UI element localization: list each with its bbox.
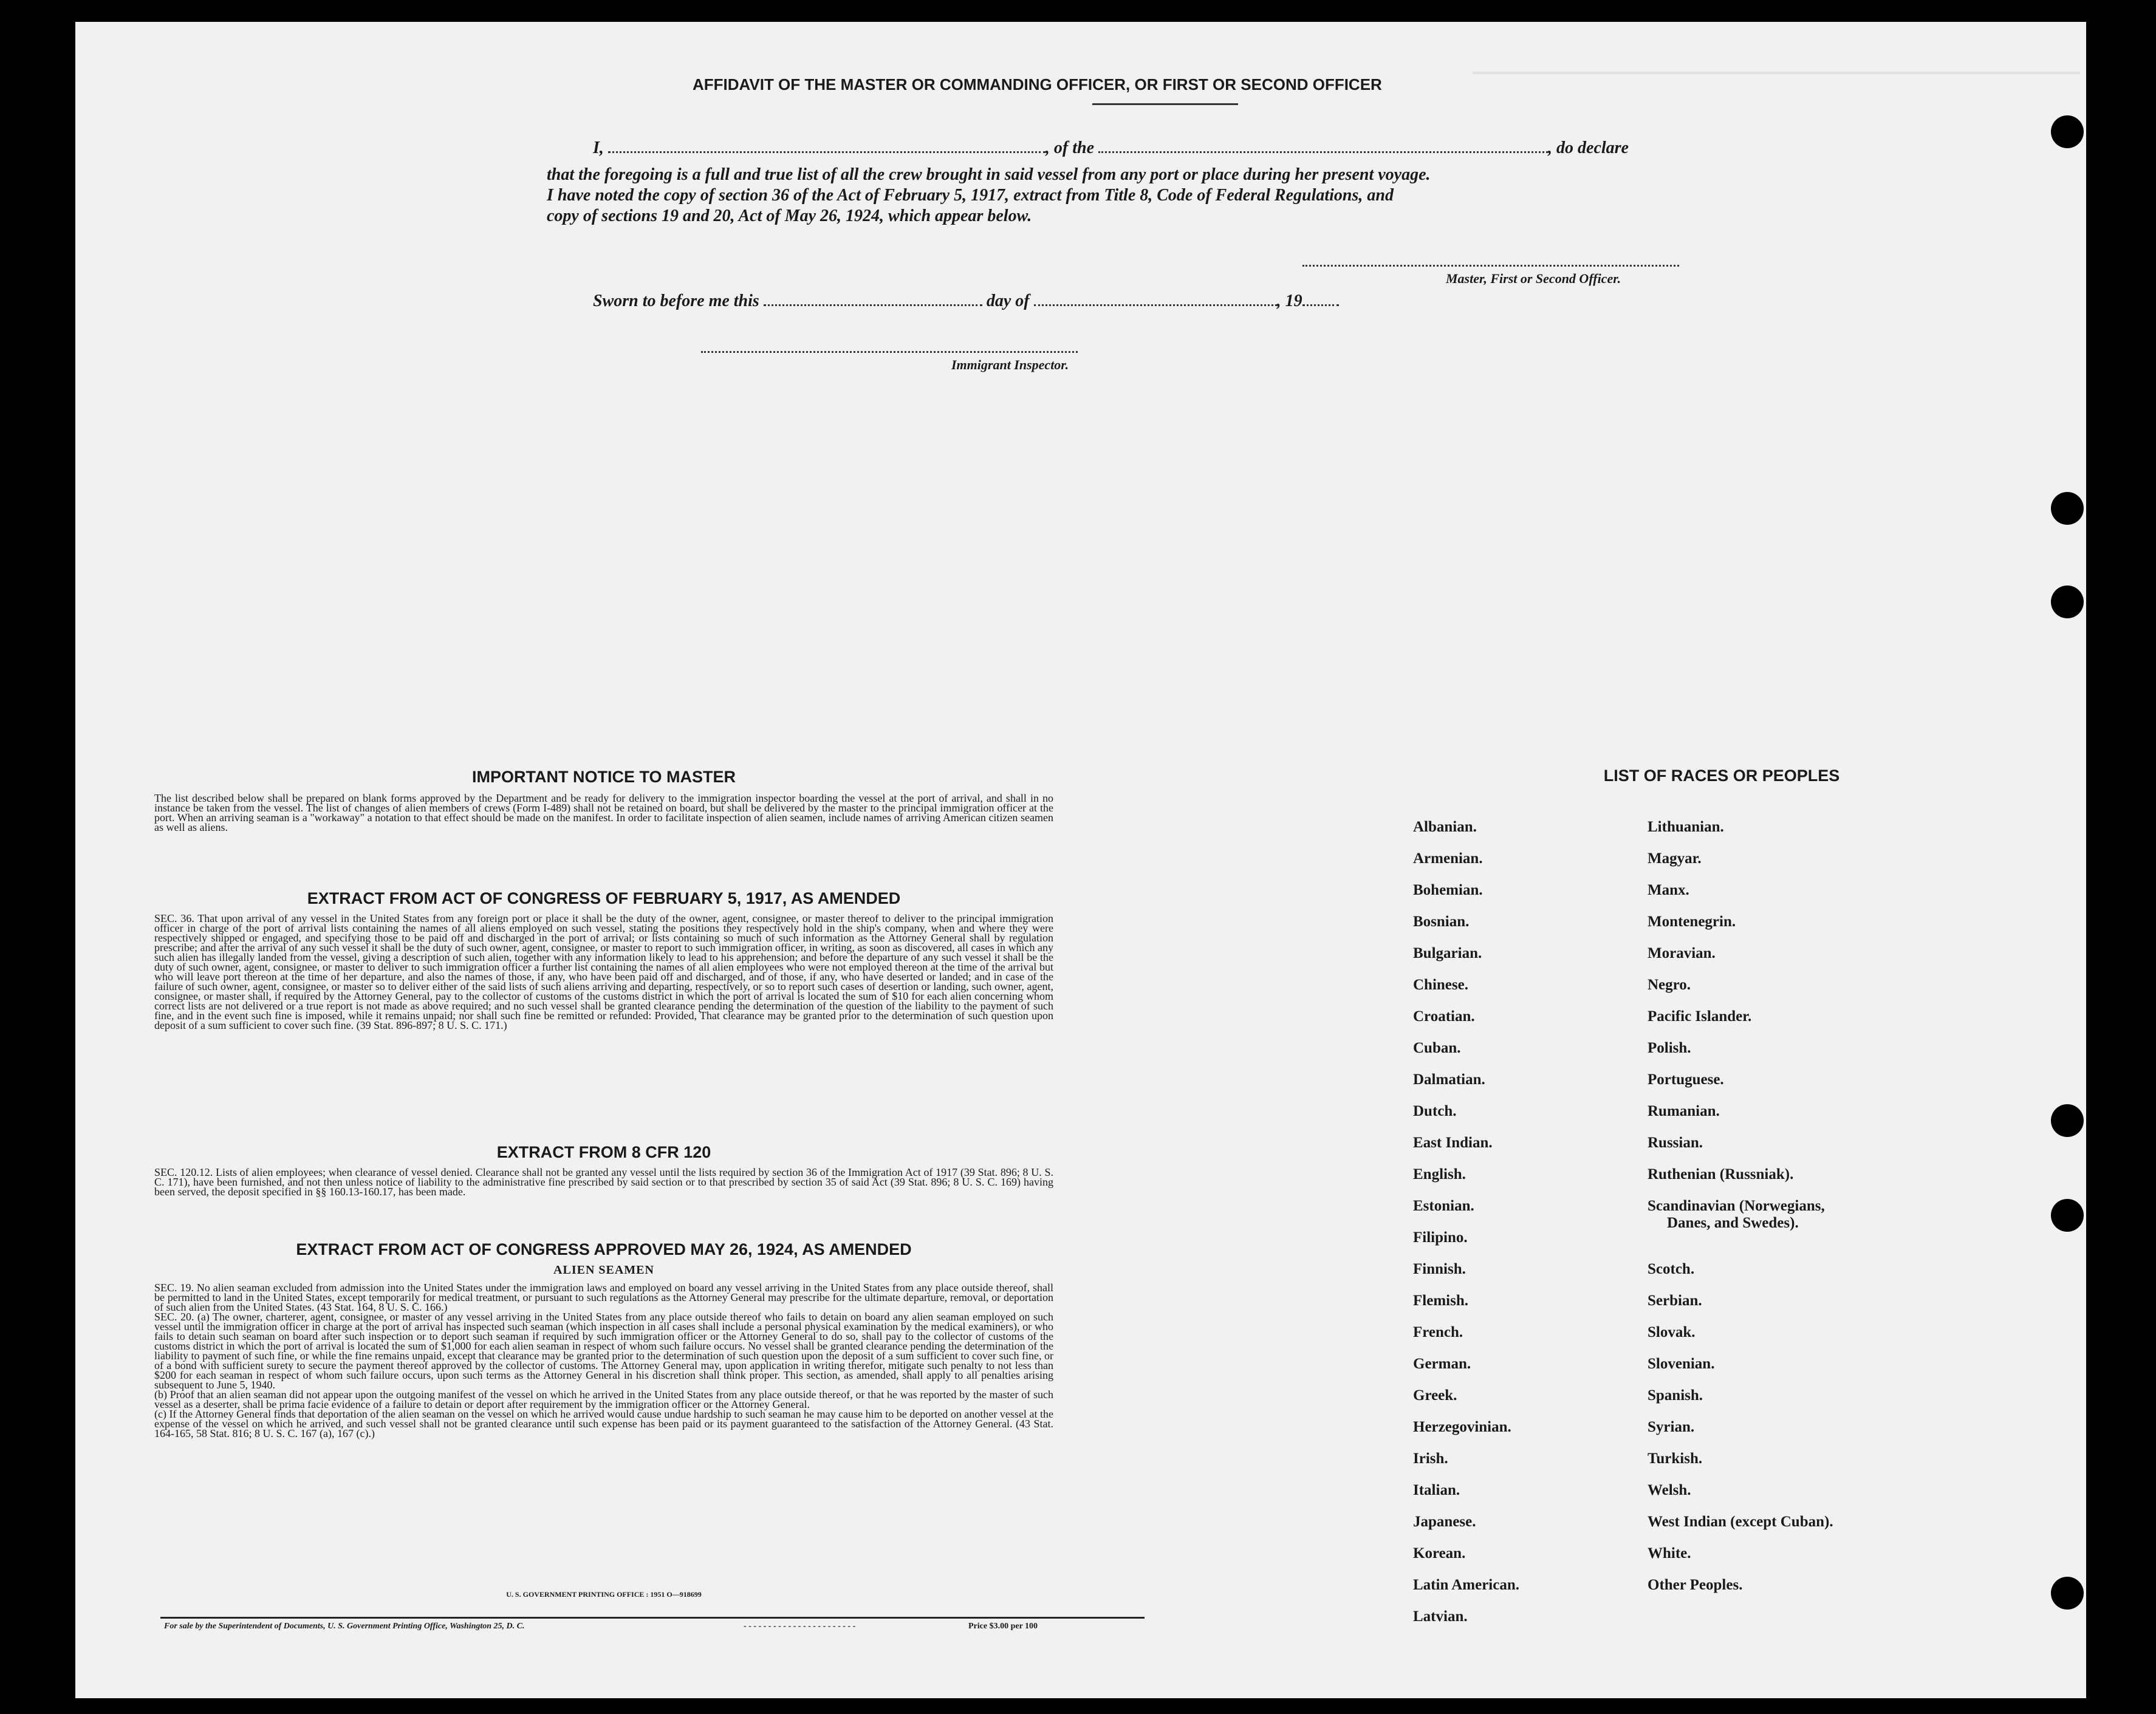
inspector-signature-line[interactable] — [701, 351, 1078, 353]
race-item: Chinese. — [1413, 977, 1468, 993]
race-item: Croatian. — [1413, 1008, 1475, 1025]
race-item: Pacific Islander. — [1648, 1008, 1752, 1025]
race-item: Slovenian. — [1648, 1356, 1715, 1372]
race-item: Montenegrin. — [1648, 913, 1736, 930]
race-item: Portuguese. — [1648, 1071, 1724, 1088]
notice-body: The list described below shall be prepared on blank forms approved by the Department and be ready for delivery to the immigration inspector boarding the vessel at the port of arrival, and shall in no instance be taken from the vessel. The list of changes of alien members of crews (Form I-489) shall not be retained on board, but shall be delivered by the master to the principal immigration officer at the port. When an arriving seaman is a "workaway" a notation to that effect should be made on the manifest. In order to facilitate inspection of alien seamen, include names of arriving American citizen seamen as well as aliens. — [154, 792, 1053, 833]
race-item: Danes, and Swedes). — [1667, 1215, 1799, 1231]
race-item: Bosnian. — [1413, 913, 1470, 930]
race-item: Russian. — [1648, 1135, 1703, 1151]
race-item: Bulgarian. — [1413, 945, 1482, 961]
sworn-label: Sworn to before me this — [593, 292, 759, 310]
race-item: Syrian. — [1648, 1419, 1695, 1435]
race-item: Japanese. — [1413, 1514, 1476, 1530]
footer-rule — [160, 1617, 1145, 1619]
race-item: Latvian. — [1413, 1608, 1468, 1625]
race-item: Serbian. — [1648, 1292, 1702, 1309]
race-item: Filipino. — [1413, 1229, 1468, 1246]
declaration-line-1 — [593, 138, 1629, 158]
punch-hole — [2051, 586, 2084, 618]
sec-19: SEC. 19. No alien seaman excluded from admission into the United States under the immigration laws and employed on board any vessel arriving in the United States from any place outside thereof, shall be permitted to land in the United States, except temporarily for medical treatment, or pursuant to such regulations as the Attorney General may prescribe for the ultimate departure, removal, or deportation of such alien from the United States. (43 Stat. 164, 8 U. S. C. 166.) — [154, 1282, 1053, 1313]
sec-20c: (c) If the Attorney General finds that deportation of the alien seaman on the vessel on which he arrived would cause undue hardship to such seaman he may cause him to be deported on another vessel at the expense of the vessel on which he arrived, and such vessel shall not be granted clearance until such expense has been paid or its payment guaranteed to the satisfaction of the Attorney General. (43 Stat. 164-165, 58 Stat. 816; 8 U. S. C. 167 (a), 167 (c).) — [154, 1408, 1053, 1439]
race-item: Greek. — [1413, 1387, 1457, 1404]
races-title: LIST OF RACES OR PEOPLES — [1603, 767, 1840, 785]
extract-1917-title: EXTRACT FROM ACT OF CONGRESS OF FEBRUARY 5, 1917, AS AMENDED — [307, 889, 901, 907]
race-item: Irish. — [1413, 1450, 1448, 1467]
race-item: German. — [1413, 1356, 1471, 1372]
race-item: Albanian. — [1413, 819, 1477, 835]
race-item: Bohemian. — [1413, 882, 1483, 898]
race-item: Estonian. — [1413, 1198, 1474, 1214]
race-item: Rumanian. — [1648, 1103, 1720, 1119]
race-item: Manx. — [1648, 882, 1689, 898]
day-of-label: day of — [986, 292, 1030, 310]
race-item: Finnish. — [1413, 1261, 1466, 1277]
vessel-field[interactable] — [1098, 151, 1548, 153]
punch-hole — [2051, 115, 2084, 148]
race-item: West Indian (except Cuban). — [1648, 1514, 1833, 1530]
extract-1924-title: EXTRACT FROM ACT OF CONGRESS APPROVED MAY 26, 1924, AS AMENDED — [296, 1240, 912, 1258]
year-label: , 19 — [1276, 292, 1302, 310]
punch-hole — [2051, 492, 2084, 525]
race-item: French. — [1413, 1324, 1463, 1340]
race-item: Slovak. — [1648, 1324, 1696, 1340]
sale-note: For sale by the Superintendent of Documents, U. S. Government Printing Office, Washington 25, D. C. — [164, 1622, 525, 1631]
extract-cfr-body: SEC. 120.12. Lists of alien employees; when clearance of vessel denied. Clearance shall not be granted any vessel until the lists required by section 36 of the Immigration Act of 1917 (39 Stat. 896; 8 U. S. C. 171), have been furnished, and not then unless notice of liability to the administrative fine prescribed by said section or to that prescribed by section 35 of said Act (39 Stat. 896; 8 U. S. C. 169) having been served, the deposit specified in §§ 160.13-160.17, has been made. — [154, 1166, 1053, 1198]
race-item: Cuban. — [1413, 1040, 1461, 1056]
race-item: Lithuanian. — [1648, 819, 1724, 835]
race-item: Spanish. — [1648, 1387, 1703, 1404]
bleed-through — [1473, 72, 2080, 111]
inspector-label: Immigrant Inspector. — [951, 357, 1069, 372]
race-item: Latin American. — [1413, 1577, 1519, 1593]
race-item: Dutch. — [1413, 1103, 1457, 1119]
race-item: White. — [1648, 1545, 1691, 1562]
alien-seamen-subtitle: ALIEN SEAMEN — [553, 1263, 654, 1277]
race-item: Herzegovinian. — [1413, 1419, 1511, 1435]
declaration-line-2: that the foregoing is a full and true list of all the crew brought in said vessel from any port or place during her present voyage. — [547, 165, 1431, 184]
race-item: Italian. — [1413, 1482, 1460, 1498]
race-item: Scotch. — [1648, 1261, 1695, 1277]
signature-line[interactable] — [1302, 265, 1679, 267]
race-item: Welsh. — [1648, 1482, 1691, 1498]
sworn-year-field[interactable] — [1302, 304, 1339, 306]
race-item: Polish. — [1648, 1040, 1691, 1056]
sworn-month-field[interactable] — [1034, 304, 1277, 306]
sworn-day-field[interactable] — [764, 304, 982, 306]
extract-1917-body: SEC. 36. That upon arrival of any vessel in the United States from any foreign port or place it shall be the duty of the owner, agent, consignee, or master thereof to deliver to the principal immigration officer in charge of the port of arrival lists containing the names of all aliens employed on such vessel, stating the positions they respectively hold in the ship's company, when and where they were respectively shipped or engaged, and specifying those to be paid off and discharged in the port of arrival; or lists containing so much of such information as the Attorney General shall by regulation prescribe; and after the arrival of any such vessel it shall be the duty of such owner, agent, consignee, or master to report to such immigration officer, in writing, as soon as discovered, all cases in which any such alien has illegally landed from the vessel, giving a description of such alien, together with any information likely to lead to his apprehension; and before the departure of any such vessel it shall be the duty of such owner, agent, consignee, or master to deliver to such immigration officer a further list containing the names of all alien employees who were not employed thereon at the time of the arrival but who will leave port thereon at the time of her departure, and also the names of those, if any, who have been paid off and discharged, and of those, if any, who have deserted or landed; and in case of the failure of such owner, agent, consignee, or master so to deliver either of the said lists of such aliens arriving and departing, respectively, or so to report such cases of desertion or landing, such owner, agent, consignee, or master shall, if required by the Attorney General, pay to the collector of customs of the customs district in which the port of arrival is located the sum of $10 for each alien concerning whom correct lists are not delivered or a true report is not made as above required; and no such vessel shall be granted clearance pending the determination of the question of the liability to the payment of such fine, and in the event such fine is imposed, while it remains unpaid; nor shall such fine be remitted or refunded: Provided, That clearance may be granted prior to the determination of such question upon deposit of a sum sufficient to cover such fine. (39 Stat. 896-897; 8 U. S. C. 171.) — [154, 912, 1053, 1031]
race-item: Negro. — [1648, 977, 1691, 993]
title-rule — [1092, 103, 1238, 105]
race-item: Other Peoples. — [1648, 1577, 1743, 1593]
race-item: Ruthenian (Russniak). — [1648, 1166, 1794, 1183]
of-the-label: , of the — [1045, 138, 1095, 157]
name-field[interactable] — [608, 151, 1045, 153]
extract-1924-body — [154, 1283, 1053, 1438]
race-item: Scandinavian (Norwegians, — [1648, 1198, 1825, 1214]
punch-hole — [2051, 1199, 2084, 1232]
declaration-line-3: I have noted the copy of section 36 of the Act of February 5, 1917, extract from Title 8, Code of Federal Regulations, and — [547, 186, 1394, 205]
race-item: East Indian. — [1413, 1135, 1493, 1151]
do-declare-label: , do declare — [1548, 138, 1629, 157]
form-page — [75, 22, 2086, 1698]
declaration-line-4: copy of sections 19 and 20, Act of May 26, 1924, which appear below. — [547, 207, 1032, 225]
footer-dashes: - - - - - - - - - - - - - - - - - - - - - - - — [744, 1622, 856, 1631]
price-note: Price $3.00 per 100 — [968, 1622, 1038, 1631]
notice-title: IMPORTANT NOTICE TO MASTER — [472, 768, 736, 786]
punch-hole — [2051, 1104, 2084, 1137]
race-item: Magyar. — [1648, 850, 1702, 867]
extract-cfr-title: EXTRACT FROM 8 CFR 120 — [496, 1143, 711, 1161]
race-item: Turkish. — [1648, 1450, 1703, 1467]
race-item: Flemish. — [1413, 1292, 1468, 1309]
race-item: English. — [1413, 1166, 1466, 1183]
race-item: Armenian. — [1413, 850, 1483, 867]
i-label: I, — [593, 138, 604, 157]
punch-hole — [2051, 1577, 2084, 1610]
race-item: Moravian. — [1648, 945, 1716, 961]
signature-label: Master, First or Second Officer. — [1446, 271, 1621, 286]
gpo-imprint: U. S. GOVERNMENT PRINTING OFFICE : 1951 O—918699 — [506, 1590, 702, 1599]
sec-20b: (b) Proof that an alien seaman did not appear upon the outgoing manifest of the vessel on which he arrived in the United States from any place outside thereof, or that he was reported by the master of such vessel as a deserter, shall be prima facie evidence of a failure to detain or deport after requirement by the immigration officer or the Attorney General. — [154, 1388, 1053, 1410]
affidavit-title: AFFIDAVIT OF THE MASTER OR COMMANDING OFFICER, OR FIRST OR SECOND OFFICER — [693, 75, 1382, 94]
race-item: Dalmatian. — [1413, 1071, 1485, 1088]
sworn-line — [593, 292, 1339, 311]
sec-20a: SEC. 20. (a) The owner, charterer, agent, consignee, or master of any vessel arriving in the United States from any place outside thereof who fails to detain on board any alien seaman employed on such vessel until the immigration officer in charge at the port of arrival has inspected such seaman (which inspection in all cases shall include a personal physical examination by the medical examiners), or who fails to detain such seaman on board after such inspection or to deport such seaman if required by such immigration officer or the Attorney General to do so, shall pay to the collector of customs of the customs district in which the port of arrival is located the sum of $1,000 for each alien seaman in respect of whom such failure occurs. No vessel shall be granted clearance pending the determination of the liability to payment of such fine, or while the fine remains unpaid, except that clearance may be granted prior to the determination of such question upon the deposit of a sum sufficient to cover such fine, or of a bond with sufficient surety to secure the payment thereof approved by the collector of customs. The Attorney General may, upon application in writing therefor, mitigate such penalty to not less than $200 for each seaman in respect of whom such failure occurs, upon such terms as the Attorney General in his discretion shall think proper. This section, as amended, shall apply to all penalties arising subsequent to June 5, 1940. — [154, 1311, 1053, 1391]
race-item: Korean. — [1413, 1545, 1466, 1562]
